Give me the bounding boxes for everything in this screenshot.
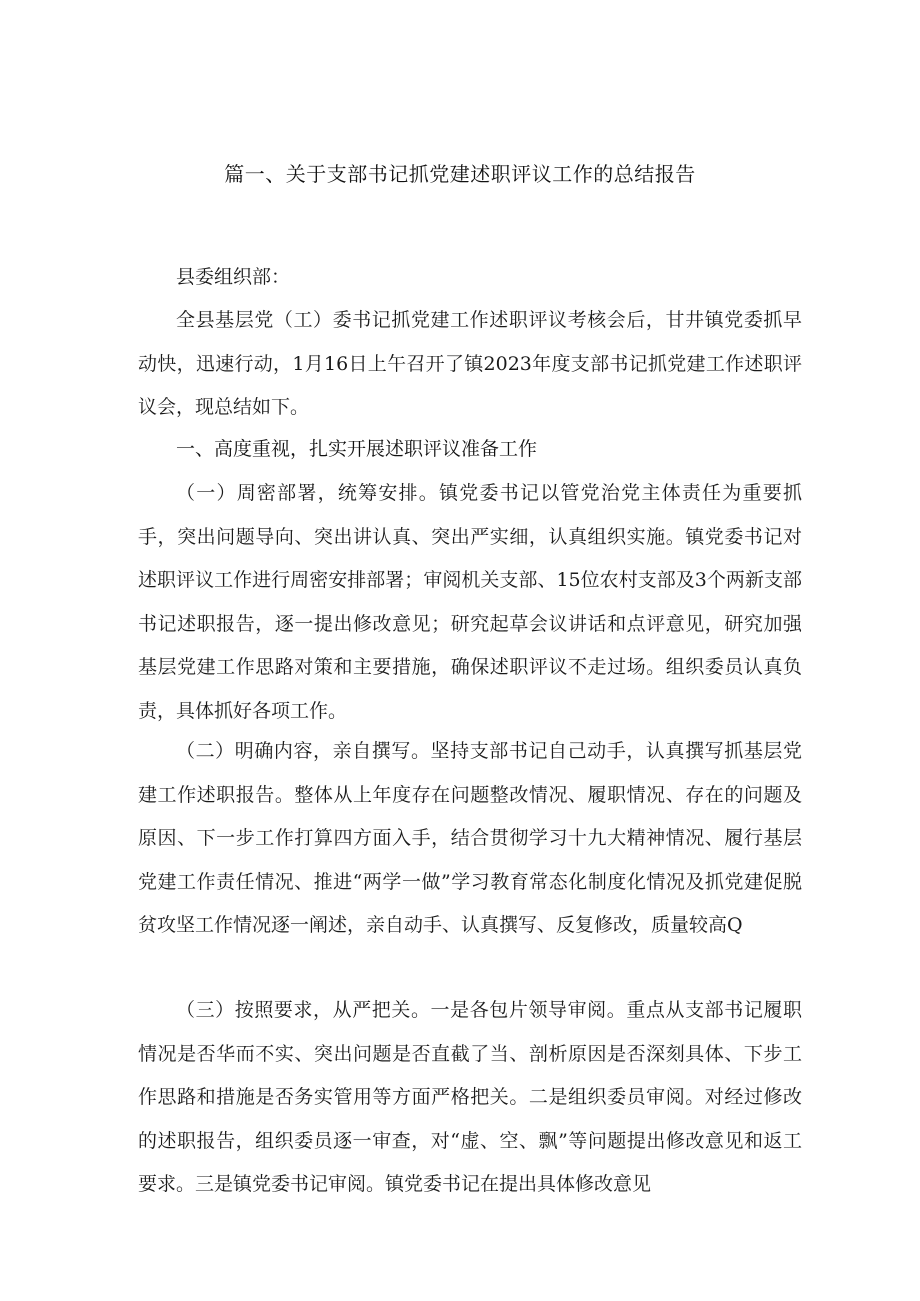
document-title: 篇一、关于支部书记抓党建述职评议工作的总结报告 [224, 162, 696, 186]
paragraph-1: （一）周密部署，统筹安排。镇党委书记以管党治党主体责任为重要抓手，突出问题导向、突出讲认真、突出严实细，认真组织实施。镇党委书记对述职评议工作进行周密安排部署；审阅机关支部、15位农村支部及3个两新支部书记述职报告，逐一提出修改意见；研究起草会议讲话和点评意见，研究加强基层党建工作思路对策和主要措施，确保述职评议不走过场。组织委员认真负责，具体抓好各项工作。 [138, 482, 802, 722]
salutation: 县委组织部： [176, 266, 291, 288]
paragraph-2: （二）明确内容，亲自撰写。坚持支部书记自己动手，认真撰写抓基层党建工作述职报告。整体从上年度存在问题整改情况、履职情况、存在的问题及原因、下一步工作打算四方面入手，结合贯彻学习十九大精神情况、履行基层党建工作责任情况、推进“两学一做”学习教育常态化制度化情况及抓党建促脱贫攻坚工作情况逐一阐述，亲自动手、认真撰写、反复修改，质量较高Q [138, 740, 802, 936]
paragraph-3: （三）按照要求，从严把关。一是各包片领导审阅。重点从支部书记履职情况是否华而不实、突出问题是否直截了当、剖析原因是否深刻具体、下步工作思路和措施是否务实管用等方面严格把关。二是组织委员审阅。对经过修改的述职报告，组织委员逐一审查，对“虚、空、飘”等问题提出修改意见和返工要求。三是镇党委书记审阅。镇党委书记在提出具体修改意见 [138, 999, 802, 1195]
section-heading-1: 一、高度重视，扎实开展述职评议准备工作 [176, 438, 538, 460]
intro-paragraph: 全县基层党（工）委书记抓党建工作述职评议考核会后，甘井镇党委抓早动快，迅速行动，1月16日上午召开了镇2023年度支部书记抓党建工作述职评议会，现总结如下。 [138, 309, 802, 418]
